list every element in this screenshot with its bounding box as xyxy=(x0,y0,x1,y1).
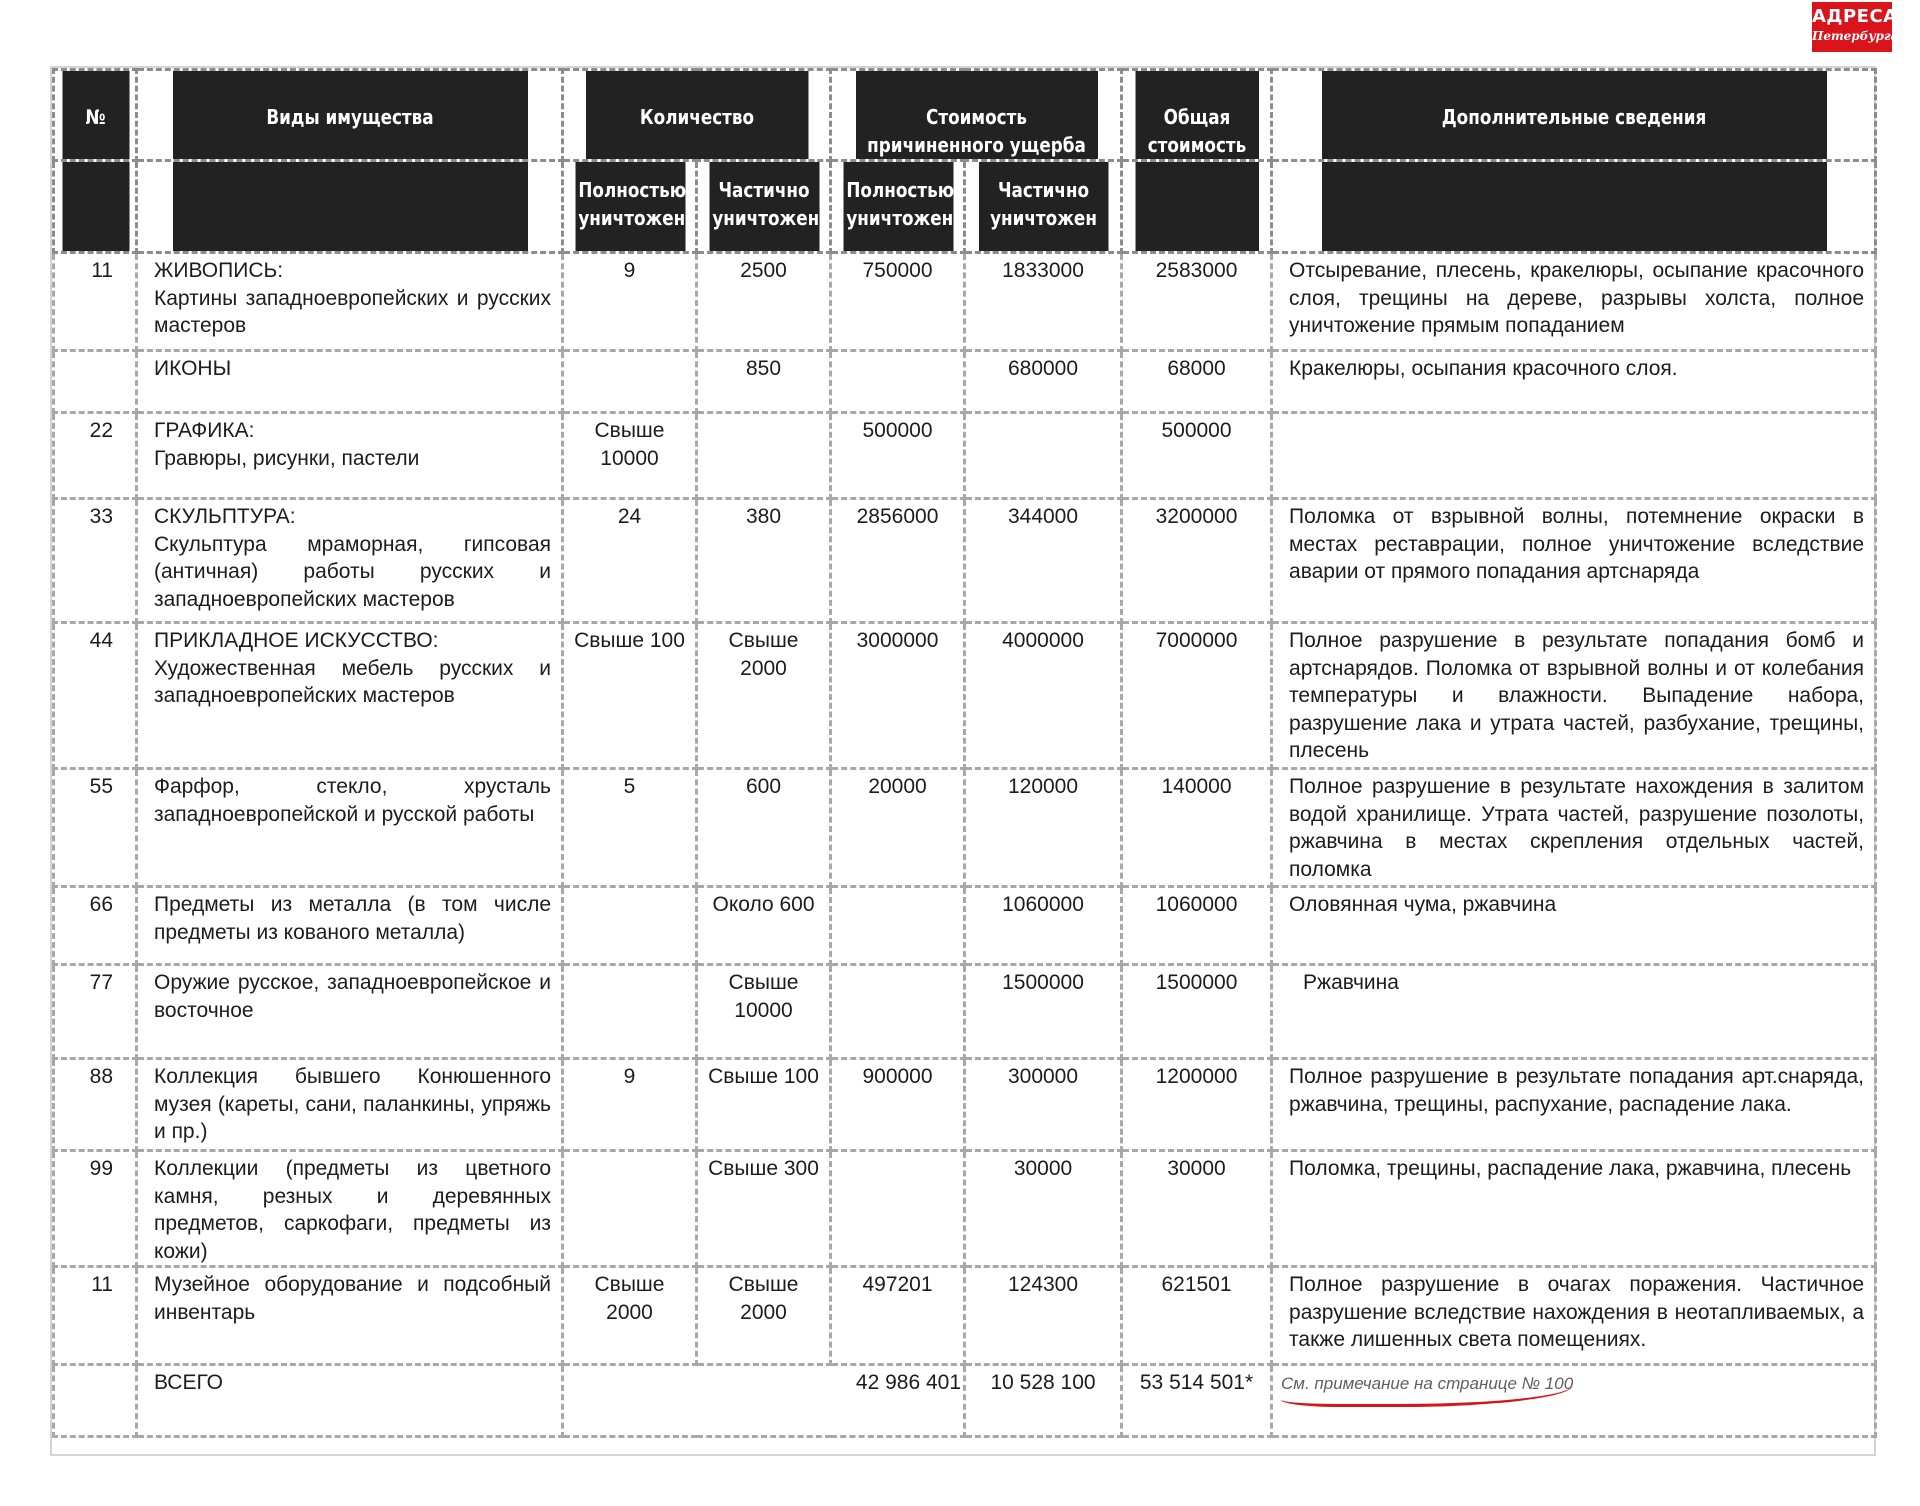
row-cost-full xyxy=(831,351,965,413)
row-kind-text: Предметы из металла (в том числе предметы из кованого металла) xyxy=(154,893,551,944)
row-qty-partial: Свыше 300 xyxy=(697,1151,831,1267)
row-kind xyxy=(137,769,563,887)
row-cost-full: 497201 xyxy=(831,1267,965,1365)
row-qty-full: 9 xyxy=(563,253,697,351)
header-total-cost: Общая стоимость xyxy=(1134,70,1260,161)
row-qty-partial: 850 xyxy=(697,351,831,413)
row-total: 140000 xyxy=(1122,769,1272,887)
row-kind xyxy=(137,413,563,499)
row-no: 99 xyxy=(54,1151,137,1267)
row-cost-full xyxy=(831,1151,965,1267)
row-cost-full: 2856000 xyxy=(831,499,965,623)
row-kind-text: Гравюры, рисунки, пастели xyxy=(154,446,420,470)
row-info: Поломка, трещины, распадение лака, ржавчина, плесень xyxy=(1272,1151,1876,1267)
row-total: 2583000 xyxy=(1122,253,1272,351)
total-label: ВСЕГО xyxy=(137,1365,563,1437)
row-info: Кракелюры, осыпания красочного слоя. xyxy=(1272,351,1876,413)
row-cost-full: 500000 xyxy=(831,413,965,499)
row-total: 7000000 xyxy=(1122,623,1272,769)
row-total: 30000 xyxy=(1122,1151,1272,1267)
total-no xyxy=(54,1365,137,1437)
row-qty-full xyxy=(563,965,697,1059)
row-kind-text: Скульптура мраморная, гипсовая (античная) работы русских и западноевропейских мастеров xyxy=(154,532,551,611)
table-row xyxy=(54,351,1876,413)
row-kind-text: Художественная мебель русских и западноевропейских мастеров xyxy=(154,656,551,707)
header-row-2 xyxy=(54,161,1876,253)
row-kind-text: ИКОНЫ xyxy=(154,357,232,380)
row-info: Отсыревание, плесень, кракелюры, осыпание красочного слоя, трещины на дереве, разрывы холста, полное уничтожение прямым попаданием xyxy=(1272,253,1876,351)
row-no: 33 xyxy=(54,499,137,623)
row-kind-title: СКУЛЬПТУРА: xyxy=(154,505,296,528)
row-cost-full: 750000 xyxy=(831,253,965,351)
row-total: 1200000 xyxy=(1122,1059,1272,1151)
header-row-1 xyxy=(54,70,1876,161)
row-kind-text: Музейное оборудование и подсобный инвентарь xyxy=(154,1273,551,1324)
header-no: № xyxy=(60,70,130,161)
total-sum: 53 514 501* xyxy=(1122,1365,1272,1437)
row-kind-text: Оружие русское, западноевропейское и восточное xyxy=(154,971,551,1022)
header-qty-partial: Частично уничтожен xyxy=(707,161,820,253)
row-total: 1060000 xyxy=(1122,887,1272,965)
table-row xyxy=(54,253,1876,351)
row-cost-partial: 1060000 xyxy=(965,887,1122,965)
row-cost-full xyxy=(831,887,965,965)
row-qty-full: 9 xyxy=(563,1059,697,1151)
row-kind-title: ЖИВОПИСЬ: xyxy=(154,259,284,282)
total-partial: 10 528 100 xyxy=(965,1365,1122,1437)
row-cost-full: 3000000 xyxy=(831,623,965,769)
table-row xyxy=(54,623,1876,769)
row-cost-partial: 120000 xyxy=(965,769,1122,887)
row-info xyxy=(1272,413,1876,499)
header-qty-full: Полностью уничтожен xyxy=(573,161,686,253)
total-full: 42 986 401 xyxy=(563,1365,965,1437)
total-row xyxy=(54,1365,1876,1437)
table-row xyxy=(54,499,1876,623)
row-info: Полное разрушение в очагах поражения. Частичное разрушение вследствие нахождения в неотапливаемых, а также лишенных света помещениях. xyxy=(1272,1267,1876,1365)
row-kind xyxy=(137,253,563,351)
row-no: 77 xyxy=(54,965,137,1059)
damage-table xyxy=(52,68,1877,1438)
row-qty-full: 24 xyxy=(563,499,697,623)
row-total: 68000 xyxy=(1122,351,1272,413)
row-cost-partial: 4000000 xyxy=(965,623,1122,769)
row-kind xyxy=(137,623,563,769)
row-kind xyxy=(137,887,563,965)
row-total: 1500000 xyxy=(1122,965,1272,1059)
total-note-cell xyxy=(1272,1365,1876,1437)
header-damage-cost: Стоимость причиненного ущерба xyxy=(854,70,1098,161)
row-cost-full: 20000 xyxy=(831,769,965,887)
row-kind xyxy=(137,499,563,623)
row-no: 66 xyxy=(54,887,137,965)
row-kind xyxy=(137,1059,563,1151)
table-row xyxy=(54,413,1876,499)
row-no: 11 xyxy=(54,253,137,351)
table-row xyxy=(54,965,1876,1059)
row-qty-partial xyxy=(697,413,831,499)
row-cost-partial: 680000 xyxy=(965,351,1122,413)
row-cost-full xyxy=(831,965,965,1059)
row-no: 11 xyxy=(54,1267,137,1365)
row-kind-text: Картины западноевропейских и русских мастеров xyxy=(154,286,551,337)
brand-logo xyxy=(1812,2,1899,52)
header-empty xyxy=(60,161,130,253)
table-row xyxy=(54,769,1876,887)
logo-line2: Петербурга xyxy=(1812,29,1899,43)
row-no: 44 xyxy=(54,623,137,769)
row-info: Оловянная чума, ржавчина xyxy=(1272,887,1876,965)
header-extra: Дополнительные сведения xyxy=(1320,70,1827,161)
row-kind-text: Коллекции (предметы из цветного камня, резных и деревянных предметов, саркофаги, предметы из кожи) xyxy=(154,1157,551,1263)
row-kind-title: ПРИКЛАДНОЕ ИСКУССТВО: xyxy=(154,629,439,652)
row-no: 88 xyxy=(54,1059,137,1151)
row-total: 3200000 xyxy=(1122,499,1272,623)
header-empty xyxy=(1320,161,1827,253)
row-cost-partial: 344000 xyxy=(965,499,1122,623)
row-kind xyxy=(137,351,563,413)
footnote-link[interactable]: См. примечание на странице № 100 xyxy=(1281,1370,1573,1407)
row-no: 22 xyxy=(54,413,137,499)
row-qty-partial: 380 xyxy=(697,499,831,623)
row-info: Полное разрушение в результате попадания бомб и артснарядов. Поломка от взрывной волны и от колебания температуры и влажности. Выпадение набора, разрушение лака и утрата частей, разбухание, трещины, плесень xyxy=(1272,623,1876,769)
header-empty xyxy=(1134,161,1260,253)
table-row xyxy=(54,1267,1876,1365)
row-qty-full: 5 xyxy=(563,769,697,887)
row-total: 500000 xyxy=(1122,413,1272,499)
logo-line1: АДРЕСА xyxy=(1812,6,1898,27)
row-cost-full: 900000 xyxy=(831,1059,965,1151)
row-info: Ржавчина xyxy=(1272,965,1876,1059)
row-qty-partial: Свыше 10000 xyxy=(697,965,831,1059)
row-cost-partial: 300000 xyxy=(965,1059,1122,1151)
row-kind-title: ГРАФИКА: xyxy=(154,419,255,442)
row-qty-partial: Около 600 xyxy=(697,887,831,965)
row-info: Полное разрушение в результате попадания арт.снаряда, ржавчина, трещины, распухание, распадение лака. xyxy=(1272,1059,1876,1151)
row-kind xyxy=(137,1151,563,1267)
row-qty-full: Свыше 10000 xyxy=(563,413,697,499)
row-qty-partial: 2500 xyxy=(697,253,831,351)
row-info: Полное разрушение в результате нахождения в залитом водой хранилище. Утрата частей, разрушение позолоты, ржавчина в местах скрепления отдельных частей, поломка xyxy=(1272,769,1876,887)
header-quantity: Количество xyxy=(584,70,809,161)
row-kind xyxy=(137,1267,563,1365)
row-cost-partial: 1500000 xyxy=(965,965,1122,1059)
row-qty-full xyxy=(563,351,697,413)
header-empty xyxy=(171,161,529,253)
row-qty-full xyxy=(563,1151,697,1267)
header-cost-full: Полностью уничтожен xyxy=(841,161,954,253)
row-kind-text: Фарфор, стекло, хрусталь западноевропейской и русской работы xyxy=(154,775,551,826)
row-info: Поломка от взрывной волны, потемнение окраски в местах реставрации, полное уничтожение вследствие аварии от прямого попадания артснаряда xyxy=(1272,499,1876,623)
row-no: 55 xyxy=(54,769,137,887)
row-cost-partial: 1833000 xyxy=(965,253,1122,351)
row-total: 621501 xyxy=(1122,1267,1272,1365)
table-row xyxy=(54,1059,1876,1151)
row-kind-text: Коллекция бывшего Конюшенного музея (кареты, сани, паланкины, упряжь и пр.) xyxy=(154,1065,551,1143)
row-qty-full: Свыше 100 xyxy=(563,623,697,769)
row-cost-partial xyxy=(965,413,1122,499)
table-row xyxy=(54,1151,1876,1267)
row-qty-partial: Свыше 100 xyxy=(697,1059,831,1151)
row-cost-partial: 30000 xyxy=(965,1151,1122,1267)
row-no xyxy=(54,351,137,413)
row-qty-partial: Свыше 2000 xyxy=(697,1267,831,1365)
row-qty-partial: 600 xyxy=(697,769,831,887)
row-qty-full: Свыше 2000 xyxy=(563,1267,697,1365)
row-cost-partial: 124300 xyxy=(965,1267,1122,1365)
header-cost-partial: Частично уничтожен xyxy=(977,161,1109,253)
table-row xyxy=(54,887,1876,965)
header-kinds: Виды имущества xyxy=(171,70,529,161)
row-kind xyxy=(137,965,563,1059)
row-qty-full xyxy=(563,887,697,965)
row-qty-partial: Свыше 2000 xyxy=(697,623,831,769)
